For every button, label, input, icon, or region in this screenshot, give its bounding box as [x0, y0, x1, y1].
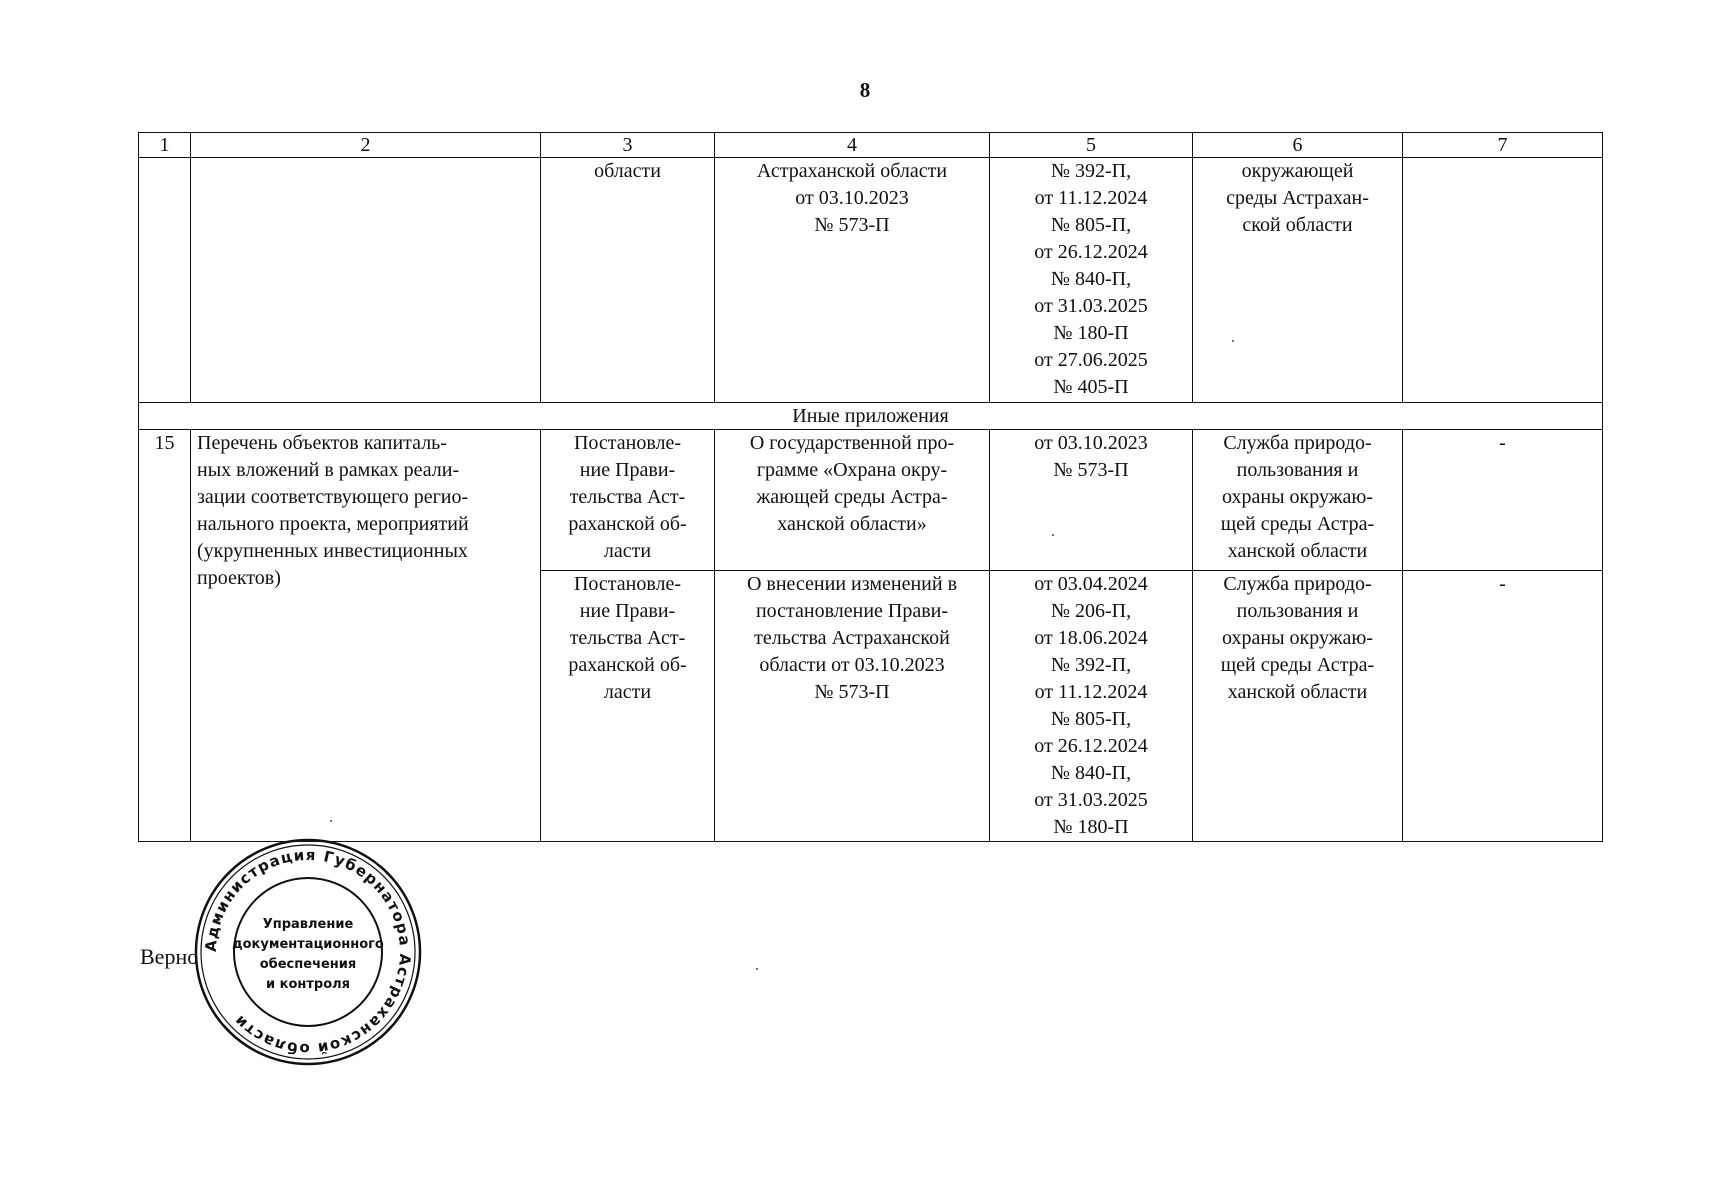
text-line: пользования и — [1236, 459, 1359, 481]
text-line: № 573-П — [814, 214, 890, 236]
text-line: тельства Аст- — [569, 627, 686, 649]
column-number: 4 — [715, 133, 990, 158]
text-line: О внесении изменений в — [746, 573, 958, 595]
text-line: проектов) — [197, 567, 281, 589]
text-line: раханской об- — [568, 513, 687, 535]
cell-doc-type: области — [541, 158, 715, 403]
text-line: от 31.03.2025 — [1034, 789, 1148, 811]
text-line: ханской области — [1227, 540, 1368, 562]
text-line: Астраханской области — [756, 160, 948, 182]
text-line: Служба природо- — [1223, 432, 1372, 454]
text-line: от 27.06.2025 — [1034, 349, 1148, 371]
text-line: Постановле- — [573, 573, 682, 595]
text-line: от 03.10.2023 — [1034, 432, 1148, 454]
section-row — [139, 403, 1603, 430]
doc-note: - — [1403, 430, 1603, 571]
cell-doc-title — [715, 158, 990, 403]
text-line: среды Астрахан- — [1226, 187, 1369, 209]
text-line: № 840-П, — [1050, 268, 1132, 290]
column-number-row — [139, 133, 1603, 158]
text-line: № 206-П, — [1050, 600, 1132, 622]
cell-note — [1403, 158, 1603, 403]
text-line: ласти — [603, 540, 652, 562]
text-line: от 31.03.2025 — [1034, 295, 1148, 317]
seal-center-line: документационного — [232, 937, 384, 952]
column-number: 6 — [1193, 133, 1403, 158]
verified-label: Верно — [140, 944, 199, 969]
text-line: ласти — [603, 681, 652, 703]
doc-type — [541, 571, 715, 842]
doc-executor — [1193, 430, 1403, 571]
text-line: тельства Астраханской — [754, 627, 950, 649]
text-line: от 26.12.2024 — [1034, 241, 1148, 263]
doc-type — [541, 430, 715, 571]
text-line: ние Прави- — [579, 600, 676, 622]
text-line: Перечень объектов капиталь- — [197, 432, 447, 454]
item-row — [139, 430, 1603, 571]
column-number: 1 — [139, 133, 191, 158]
text-line: (укрупненных инвестиционных — [197, 540, 468, 562]
item-number: 15 — [139, 430, 191, 842]
item-name — [191, 430, 541, 842]
cell-number — [139, 158, 191, 403]
text-line: раханской об- — [568, 654, 687, 676]
column-number: 2 — [191, 133, 541, 158]
seal-ring-text: Администрация Губернатора Астраханской области — [201, 845, 415, 1059]
text-line: ние Прави- — [579, 459, 676, 481]
cell-name — [191, 158, 541, 403]
column-number: 3 — [541, 133, 715, 158]
text-line: области от 03.10.2023 — [759, 654, 945, 676]
seal-center-line: и контроля — [265, 977, 351, 992]
text-line: грамме «Охрана окру- — [756, 459, 948, 481]
text-line: тельства Аст- — [569, 486, 686, 508]
scan-speck — [330, 820, 332, 822]
text-line: от 11.12.2024 — [1034, 681, 1148, 703]
doc-dates — [990, 430, 1193, 571]
doc-dates — [990, 571, 1193, 842]
text-line: щей среды Астра- — [1220, 513, 1375, 535]
text-line: № 573-П — [814, 681, 890, 703]
text-line: постановление Прави- — [755, 600, 949, 622]
text-line: жающей среды Астра- — [756, 486, 948, 508]
text-line: № 805-П, — [1050, 708, 1132, 730]
text-line: № 180-П — [1053, 816, 1129, 838]
text-line: Постановле- — [573, 432, 682, 454]
text-line: зации соответствующего регио- — [197, 486, 469, 508]
text-line: окружающей — [1241, 160, 1354, 182]
doc-note: - — [1403, 571, 1603, 842]
text-line: от 11.12.2024 — [1034, 187, 1148, 209]
text-line: от 03.10.2023 — [795, 187, 909, 209]
scan-speck — [1052, 534, 1054, 536]
text-line: № 805-П, — [1050, 214, 1132, 236]
regulations-table — [138, 132, 1603, 842]
section-title: Иные приложения — [139, 403, 1603, 430]
scan-speck — [756, 968, 758, 970]
text-line: охраны окружаю- — [1221, 486, 1373, 508]
page-number: 8 — [859, 78, 871, 102]
column-number: 7 — [1403, 133, 1603, 158]
text-line: № 180-П — [1053, 322, 1129, 344]
text-line: ханской области — [1227, 681, 1368, 703]
text-line: от 03.04.2024 — [1034, 573, 1148, 595]
text-line: охраны окружаю- — [1221, 627, 1373, 649]
text-line: № 840-П, — [1050, 762, 1132, 784]
text-line: от 18.06.2024 — [1034, 627, 1148, 649]
text-line: № 573-П — [1053, 459, 1129, 481]
cell-doc-dates — [990, 158, 1193, 403]
text-line: нального проекта, мероприятий — [197, 513, 469, 535]
text-line: от 26.12.2024 — [1034, 735, 1148, 757]
doc-executor — [1193, 571, 1403, 842]
doc-title — [715, 430, 990, 571]
text-line: пользования и — [1236, 600, 1359, 622]
text-line: О государственной про- — [749, 432, 955, 454]
text-line: № 405-П — [1053, 376, 1129, 398]
text-line: щей среды Астра- — [1220, 654, 1375, 676]
text-line: ных вложений в рамках реали- — [197, 459, 460, 481]
scan-speck — [1232, 340, 1234, 342]
seal-center-line: Управление — [262, 917, 354, 932]
text-line: ской области — [1242, 214, 1353, 236]
doc-title — [715, 571, 990, 842]
text-line: Служба природо- — [1223, 573, 1372, 595]
text-line: № 392-П, — [1050, 654, 1132, 676]
text-line: № 392-П, — [1050, 160, 1132, 182]
official-seal — [192, 836, 424, 1068]
column-number: 5 — [990, 133, 1193, 158]
seal-center-line: обеспечения — [259, 957, 357, 972]
cell-executor — [1193, 158, 1403, 403]
continued-row — [139, 158, 1603, 403]
text-line: ханской области» — [777, 513, 927, 535]
